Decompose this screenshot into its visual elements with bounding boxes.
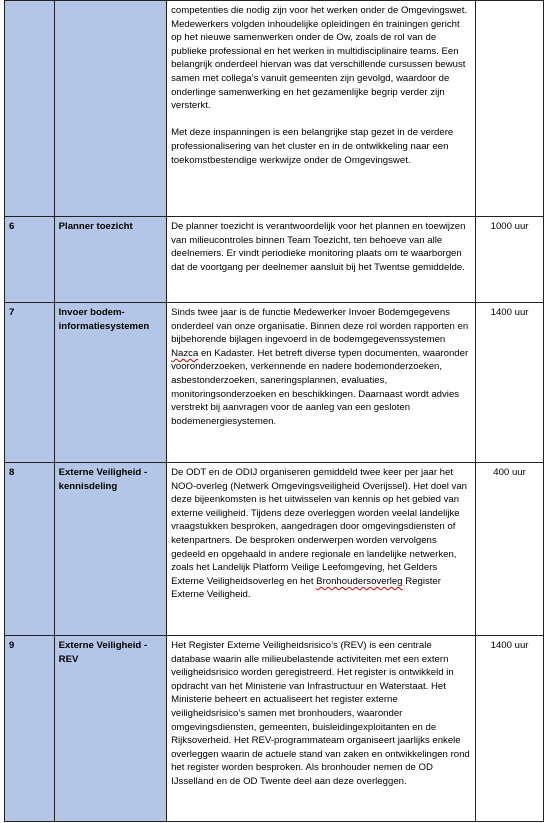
row-hours: 1000 uur	[476, 217, 544, 303]
row-number: 8	[5, 463, 55, 636]
description-paragraph: Met deze inspanningen is een belangrijke stap gezet in de verdere professionalisering van het cluster en in de ontwikkeling naar een toekomstbestendige werkwijze onder de Omgevingswet.	[171, 127, 454, 166]
row-number: 6	[5, 217, 55, 303]
row-title: Externe Veiligheid - kennisdeling	[54, 463, 166, 636]
description-paragraph: competenties die nodig zijn voor het werken onder de Omgevingswet. Medewerkers volgden inhoudelijke opleidingen én trainingen gericht op het nieuwe samenwerken onder de Ow, zoals de rol van de publieke professional en het werken in multidisciplinaire teams. Een belangrijk onderdeel hiervan was dat verschillende cursussen bewust samen met collega’s vanuit gemeenten zijn gevolgd, waardoor de onderlinge samenwerking en het gezamenlijke begrip verder zijn versterkt.	[171, 5, 468, 112]
row-title: Invoer bodem-informatiesystemen	[54, 303, 166, 463]
description-paragraph: Sinds twee jaar is de functie Medewerker Invoer Bodemgegevens onderdeel van onze organisatie. Binnen deze rol worden rapporten en bijbehorende bijlagen ingevoerd in de bodemgegevenssystemen Nazca en Kadaster. Het betreft diverse typen documenten, waaronder vooronderzoeken, verkennende en nadere bodemonderzoeken, asbestonderzoeken, saneringsplannen, evaluaties, monitoringsonderzoeken en beschikkingen. Daarnaast wordt advies verstrekt bij aanvragen voor de aanleg van een gesloten bodemenergiesystemen.	[171, 307, 469, 427]
row-hours: 1400 uur	[476, 636, 544, 822]
table-row	[5, 1, 544, 217]
spellcheck-flag: Bronhoudersoverleg	[316, 575, 403, 587]
description-paragraph: De ODT en de ODIJ organiseren gemiddeld twee keer per jaar het NOO-overleg (Netwerk Omgevingsveiligheid Overijssel). Het doel van deze bijeenkomsten is het uitwisselen van kennis op het gebied van externe veiligheid. Tijdens deze overleggen worden veelal landelijke vraagstukken besproken, aangedragen door omgevingsdiensten of ketenpartners. De besproken onderwerpen worden vervolgens gedeeld en opgehaald in andere regionale en landelijke netwerken, zoals het Landelijk Platform Veilige Leefomgeving, het Gelders Externe Veiligheidsoverleg en het Bronhoudersoverleg Register Externe Veiligheid.	[171, 467, 468, 601]
row-hours	[476, 1, 544, 217]
row-description	[167, 463, 476, 636]
table-row	[5, 217, 544, 303]
row-hours: 1400 uur	[476, 303, 544, 463]
row-title	[54, 1, 166, 217]
table-row	[5, 303, 544, 463]
row-description	[167, 1, 476, 217]
row-title: Planner toezicht	[54, 217, 166, 303]
table-row	[5, 636, 544, 822]
row-description	[167, 303, 476, 463]
description-paragraph: De planner toezicht is verantwoordelijk voor het plannen en toewijzen van milieucontroles binnen Team Toezicht, ten behoeve van alle deelnemers. Er vindt periodieke monitoring plaats om te waarborgen dat de voortgang per deelnemer aansluit bij het Twentse gemiddelde.	[171, 221, 466, 273]
table-row	[5, 463, 544, 636]
row-description	[167, 217, 476, 303]
row-description	[167, 636, 476, 822]
row-number: 9	[5, 636, 55, 822]
description-paragraph: Het Register Externe Veiligheidsrisico’s (REV) is een centrale database waarin alle milieubelastende activiteiten met een extern veiligheidsrisico worden geregistreerd. Het register is ontwikkeld in opdracht van het Ministerie van Infrastructuur en Waterstaat. Het Ministerie beheert en actualiseert het register externe veiligheidsrisico’s samen met bronhouders, waaronder omgevingsdiensten, gemeenten, buisleidingexploitanten en de Rijksoverheid. Het REV-programmateam organiseert jaarlijks enkele overleggen waarin de actuele stand van zaken en ontwikkelingen rond het register worden besproken. Als bronhouder nemen de OD IJsselland en de OD Twente deel aan deze overleggen.	[171, 640, 470, 787]
row-hours: 400 uur	[476, 463, 544, 636]
activities-table	[4, 0, 544, 822]
row-number	[5, 1, 55, 217]
row-title: Externe Veiligheid - REV	[54, 636, 166, 822]
spellcheck-flag: Nazca	[171, 347, 199, 359]
row-number: 7	[5, 303, 55, 463]
